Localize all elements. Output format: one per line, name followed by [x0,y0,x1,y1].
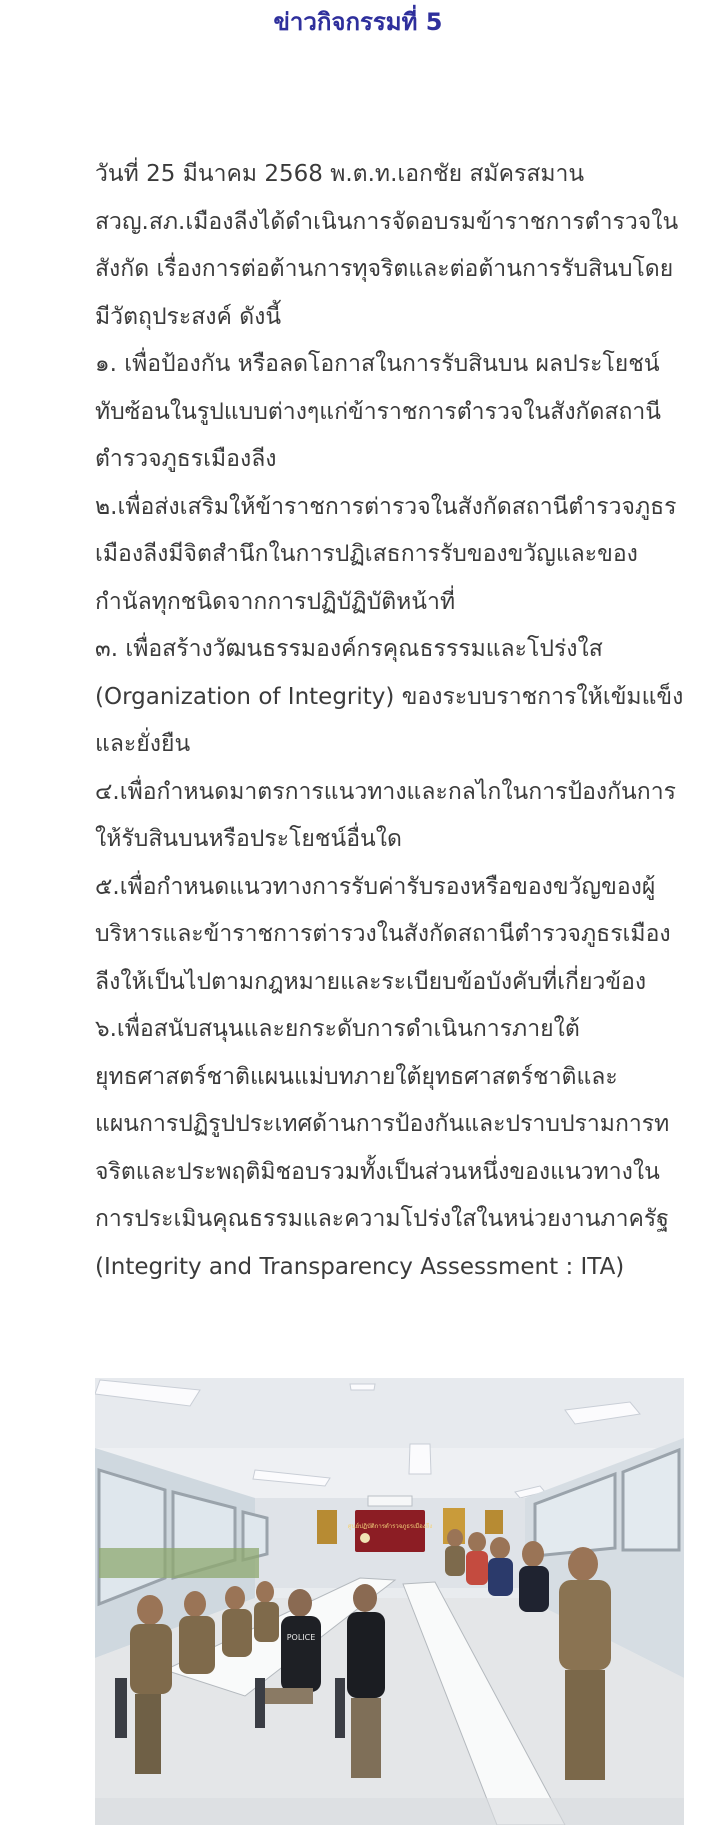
objective-5: ๕.เพื่อกำหนดแนวทางการรับค่ารับรองหรือของขวัญของผู้บริหารและข้าราชการต่ารวงในสังกัดสถานีตำรวจภูธรเมืองลีงให้เป็นไปตามกฎหมายและระเบียบข้อบังคับที่เกี่ยวข้อง [95,873,671,995]
banner-text: ศูนย์ปฏิบัติการตำรวจภูธรเมืองลีง [347,1523,433,1530]
objective-1: ๑. เพื่อป้องกัน หรือลดโอกาสในการรับสินบน ผลประโยชน์ทับซ้อนในรูปแบบต่างๆแก่ข้าราชการตำรวจในสังกัดสถานีตำรวจภูธรเมืองลีง [95,351,662,472]
page-title: ข่าวกิจกรรมที่ 5 [273,8,443,36]
vest-text: POLICE [286,1633,316,1642]
objective-2: ๒.เพื่อส่งเสริมให้ข้าราชการต่ารวจในสังกัดสถานีตำรวจภูธรเมืองลีงมีจิตสำนึกในการปฏิเสธการรับของขวัญและของกำนัลทุกชนิดจากการปฏิบัฏิบัติหน้าที่ [95,493,677,615]
intro-paragraph: วันที่ 25 มีนาคม 2568 พ.ต.ท.เอกชัย สมัครสมาน สวญ.สภ.เมืองลีงได้ดำเนินการจัดอบรมข้าราชการตำรวจในสังกัด เรื่องการต่อต้านการทุจริตและต่อต้านการรับสินบโดยมีวัตถุประสงค์ ดังนี้ [95,161,679,330]
objective-6: ๖.เพื่อสนับสนุนและยกระดับการดำเนินการภายใต้ยุทธศาสตร์ชาติแผนแม่บทภายใต้ยุทธศาสตร์ชาติและแผนการปฏิรูปประเทศด้านการป้องกันและปราบปรามการทจริตและประพฤติมิชอบรวมทั้งเป็นส่วนหนึ่งของแนวทางในการประเมินคุณธรรมและความโปร่งใสในหน่วยงานภาครัฐ (Integrity and Transparency Assessment : ITA) [95,1016,670,1280]
training-photo [95,1378,684,1825]
article-body [95,151,685,1291]
objective-3: ๓. เพื่อสร้างวัฒนธรรมองค์กรคุณธรรรมและโปร่งใส (Organization of Integrity) ของระบบราชการให้เข้มแข็งและยั่งยืน [95,636,684,757]
objective-4: ๔.เพื่อกำหนดมาตรการแนวทางและกลไกในการป้องกันการให้รับสินบนหรือประโยชน์อื่นใด [95,778,676,852]
